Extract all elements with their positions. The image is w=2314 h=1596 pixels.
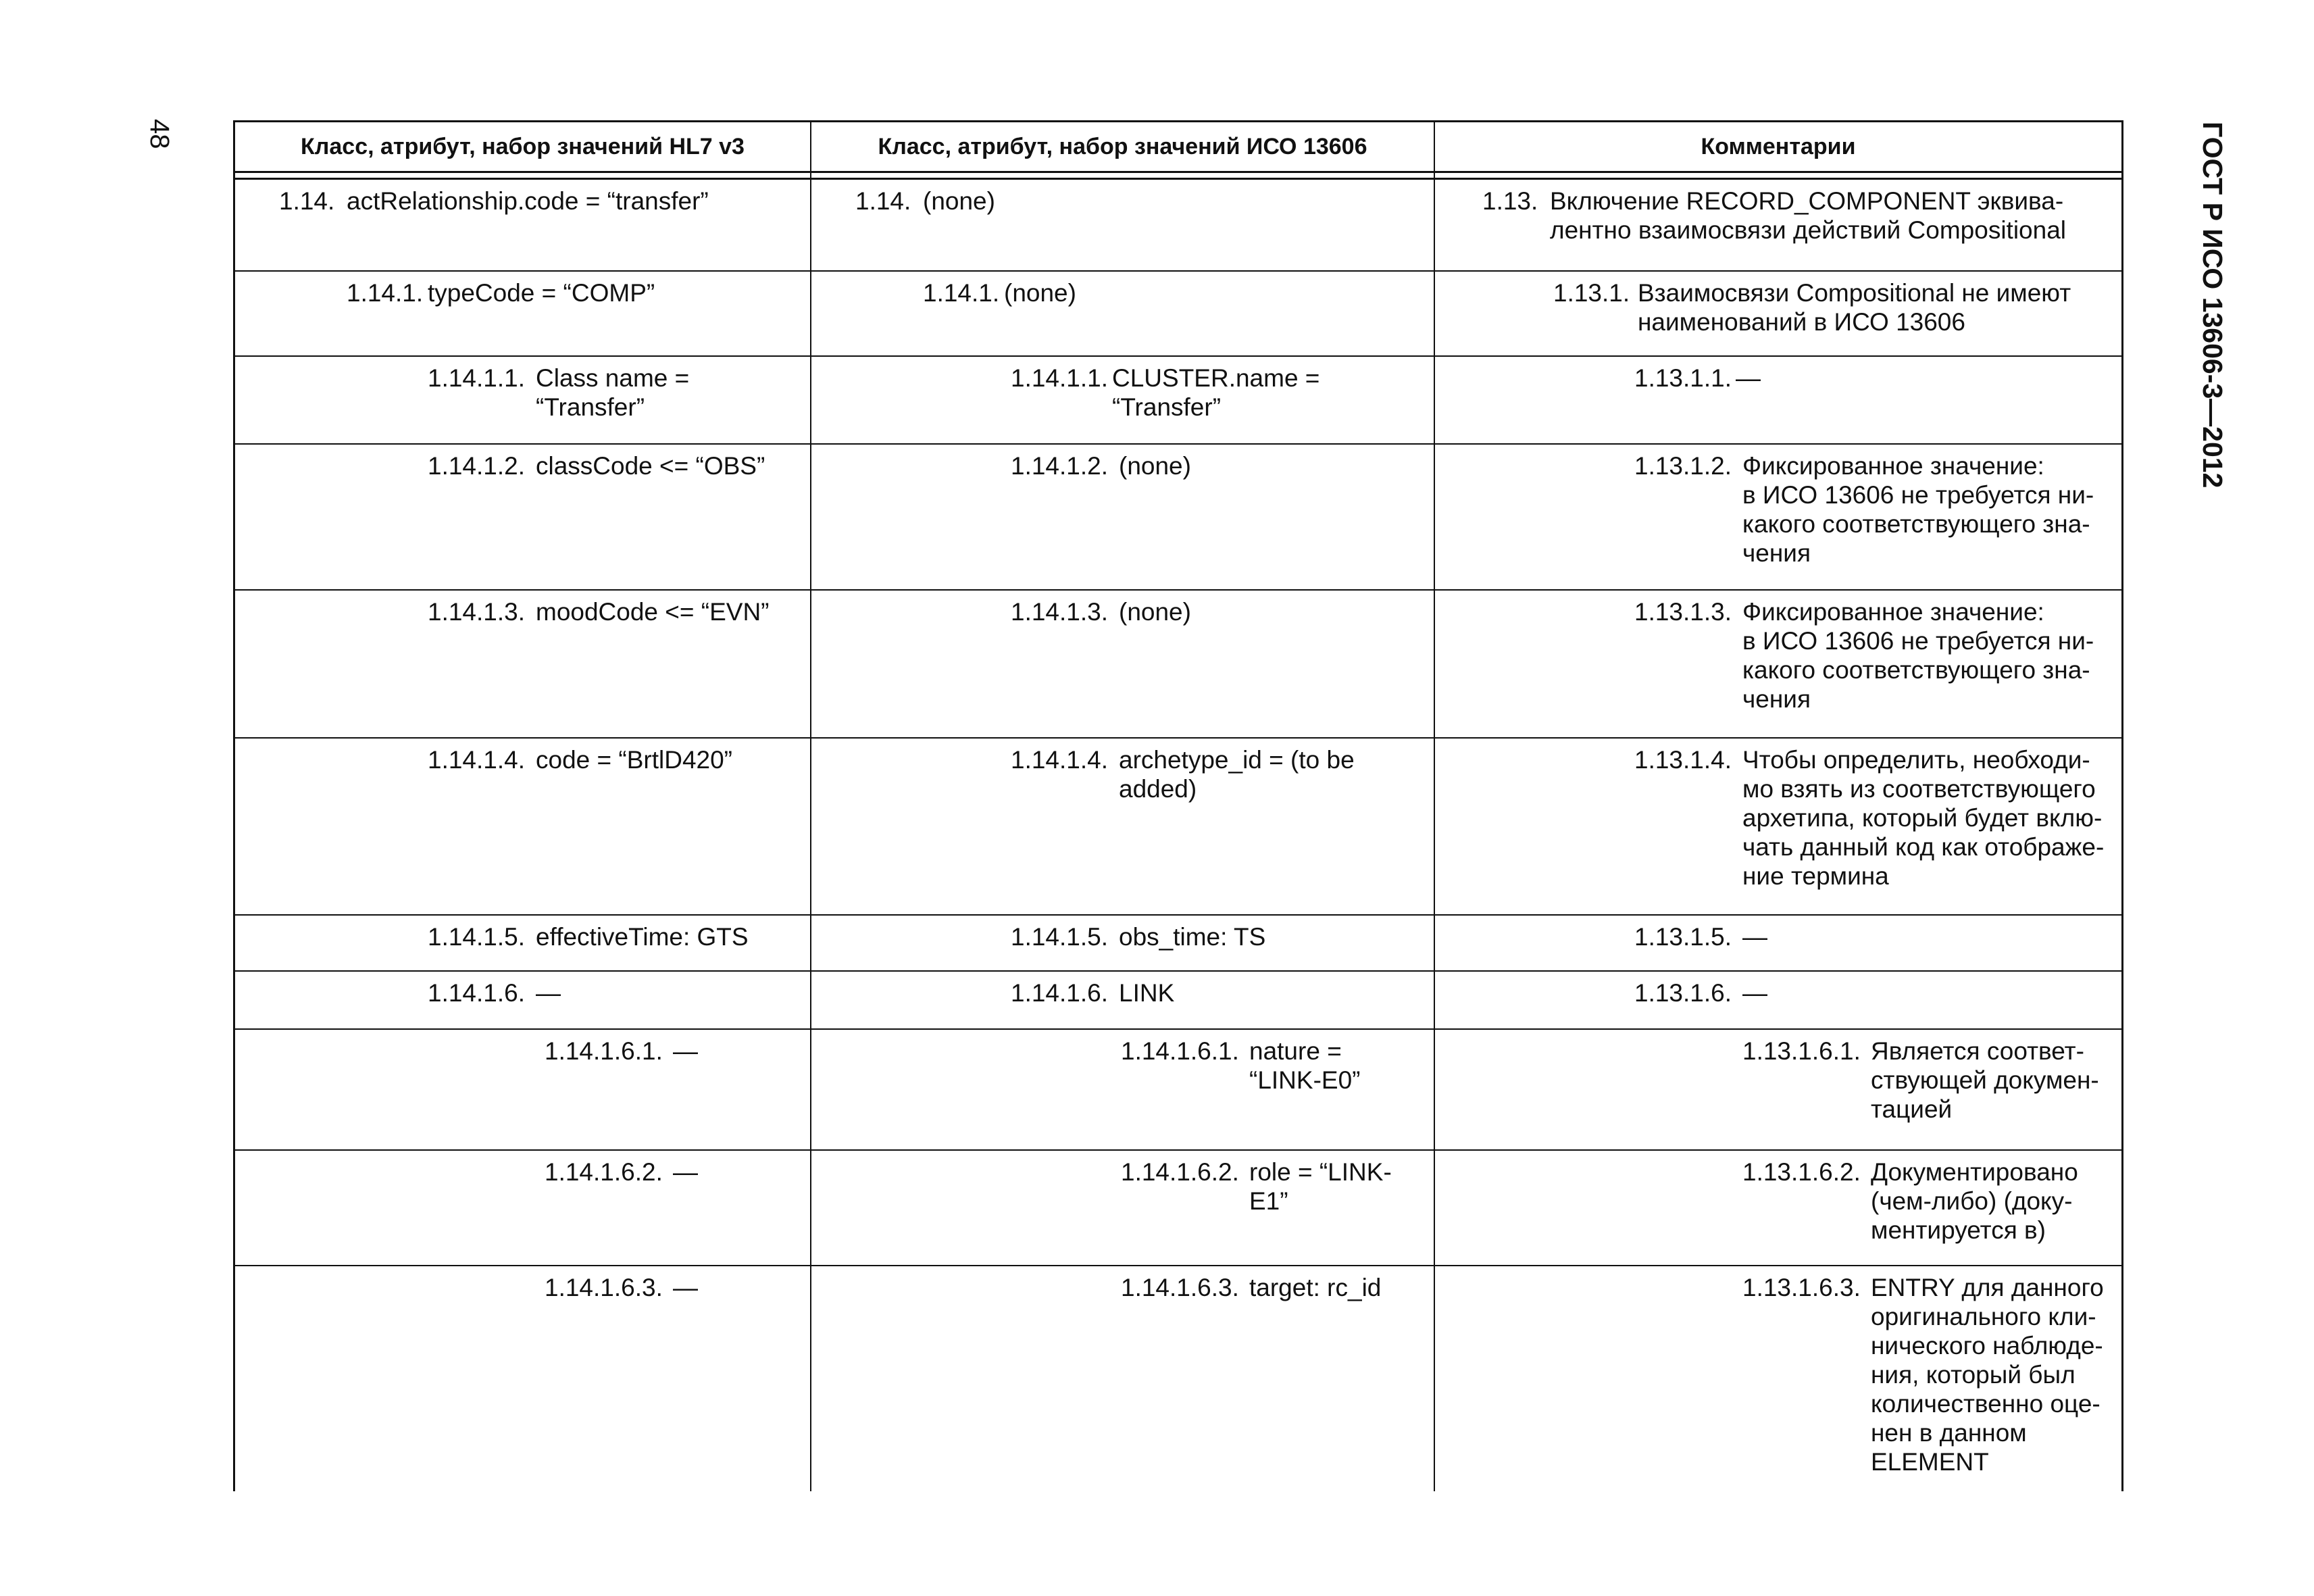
- table-cell-c3: [1435, 272, 2121, 355]
- table-cell-c1: [235, 272, 811, 355]
- clause-number: 1.13.: [1482, 187, 1538, 215]
- clause-text: (none): [923, 187, 995, 215]
- header-spacer: [233, 173, 2123, 180]
- table-cell-c2: [811, 272, 1435, 355]
- clause-entry: [1121, 1157, 1427, 1216]
- table-row: [233, 591, 2123, 739]
- table-cell-c2: [811, 357, 1435, 443]
- clause-number: 1.13.1.4.: [1634, 746, 1732, 774]
- header-comments: Комментарии: [1701, 133, 1856, 159]
- clause-number: 1.14.1.6.3.: [545, 1274, 663, 1301]
- clause-text: classCode <= “OBS”: [536, 452, 765, 480]
- table-cell-c2: [811, 972, 1435, 1028]
- clause-text: (none): [1119, 452, 1191, 480]
- clause-number: 1.14.: [855, 187, 911, 215]
- clause-text: nature = “LINK-E0”: [1249, 1037, 1361, 1094]
- clause-text: ENTRY для данного оригинального кли- нического наблюде- ния, который был количественно оце- нен в данном ELEMENT: [1871, 1274, 2104, 1476]
- table-row: [233, 1266, 2123, 1491]
- clause-text: target: rc_id: [1249, 1274, 1382, 1301]
- clause-entry: [1011, 364, 1427, 422]
- table-cell-c2: [811, 739, 1435, 914]
- table-cell-c2: [811, 445, 1435, 589]
- clause-entry: [855, 186, 1427, 216]
- table-cell-c2: [811, 591, 1435, 737]
- table-row: [233, 1030, 2123, 1151]
- clause-entry: [1634, 451, 2108, 568]
- clause-number: 1.13.1.2.: [1634, 452, 1732, 480]
- table-cell-c3: [1435, 1151, 2121, 1265]
- clause-entry: [1553, 278, 2108, 336]
- clause-number: 1.14.1.3.: [1011, 598, 1109, 626]
- document-side-title: ГОСТ Р ИСО 13606-3—2012: [2197, 122, 2228, 489]
- clause-entry: [1011, 451, 1427, 480]
- clause-text: (none): [1004, 279, 1076, 307]
- clause-text: archetype_id = (to be added): [1119, 746, 1355, 803]
- clause-number: 1.13.1.6.: [1634, 979, 1732, 1007]
- clause-text: —: [673, 1158, 698, 1186]
- clause-number: 1.14.1.6.1.: [545, 1037, 663, 1065]
- clause-number: 1.14.1.1.: [428, 364, 526, 392]
- table-cell-c3: [1435, 1266, 2121, 1491]
- table-cell-c2: [811, 1266, 1435, 1491]
- clause-text: typeCode = “COMP”: [428, 279, 655, 307]
- clause-number: 1.14.1.: [923, 279, 1000, 307]
- table-row: [233, 445, 2123, 591]
- clause-text: moodCode <= “EVN”: [536, 598, 770, 626]
- clause-number: 1.14.1.6.2.: [545, 1158, 663, 1186]
- clause-number: 1.14.1.1.: [1011, 364, 1109, 392]
- clause-text: Взаимосвязи Compositional не имеют наименований в ИСО 13606: [1638, 279, 2071, 336]
- table-row: [233, 180, 2123, 272]
- table-body: [233, 180, 2123, 1491]
- clause-text: role = “LINK-E1”: [1249, 1158, 1392, 1215]
- table-cell-c3: [1435, 445, 2121, 589]
- clause-number: 1.13.1.5.: [1634, 923, 1732, 951]
- table-cell-c2: [811, 1151, 1435, 1265]
- table-row: [233, 916, 2123, 972]
- clause-text: effectiveTime: GTS: [536, 923, 749, 951]
- clause-number: 1.14.1.2.: [1011, 452, 1109, 480]
- table-row: [233, 1151, 2123, 1266]
- clause-entry: [428, 978, 803, 1007]
- table-cell-c1: [235, 739, 811, 914]
- page-number: 48: [145, 119, 174, 149]
- clause-text: actRelationship.code = “transfer”: [347, 187, 709, 215]
- table-cell-c1: [235, 916, 811, 970]
- clause-number: 1.14.1.3.: [428, 598, 526, 626]
- clause-text: —: [1742, 923, 1767, 951]
- clause-number: 1.14.1.6.: [428, 979, 526, 1007]
- clause-entry: [1011, 597, 1427, 626]
- clause-number: 1.14.: [279, 187, 335, 215]
- clause-text: Фиксированное значение: в ИСО 13606 не требуется ни- какого соответствующего зна- чения: [1742, 452, 2094, 567]
- clause-number: 1.13.1.1.: [1634, 364, 1732, 392]
- clause-text: Является соответ- ствующей докумен- тацией: [1871, 1037, 2099, 1123]
- clause-entry: [1742, 1273, 2108, 1476]
- clause-entry: [347, 278, 803, 307]
- table-cell-c3: [1435, 591, 2121, 737]
- clause-entry: [545, 1273, 803, 1302]
- clause-entry: [428, 597, 803, 626]
- clause-number: 1.14.1.2.: [428, 452, 526, 480]
- table-row: [233, 272, 2123, 357]
- clause-entry: [923, 278, 1427, 307]
- table-cell-c2: [811, 916, 1435, 970]
- clause-entry: [1011, 978, 1427, 1007]
- clause-entry: [1011, 745, 1427, 803]
- clause-text: —: [673, 1037, 698, 1065]
- table-cell-c2: [811, 1030, 1435, 1149]
- table-row: [233, 357, 2123, 445]
- clause-number: 1.14.1.6.3.: [1121, 1274, 1239, 1301]
- clause-entry: [1011, 922, 1427, 951]
- clause-entry: [428, 745, 803, 774]
- clause-number: 1.14.1.6.: [1011, 979, 1109, 1007]
- table-cell-c3: [1435, 972, 2121, 1028]
- table-cell-c3: [1435, 357, 2121, 443]
- table-header-row: [233, 120, 2123, 173]
- clause-entry: [1742, 1037, 2108, 1124]
- table-row: [233, 739, 2123, 916]
- clause-text: Включение RECORD_COMPONENT эквива- лентно взаимосвязи действий Compositional: [1550, 187, 2066, 244]
- header-iso13606: Класс, атрибут, набор значений ИСО 13606: [811, 122, 1435, 171]
- clause-number: 1.13.1.: [1553, 279, 1630, 307]
- clause-text: CLUSTER.name = “Transfer”: [1112, 364, 1320, 421]
- clause-number: 1.14.1.5.: [428, 923, 526, 951]
- table-cell-c1: [235, 1030, 811, 1149]
- clause-text: —: [673, 1274, 698, 1301]
- clause-text: Чтобы определить, необходи- мо взять из соответствующего архетипа, который будет вклю- чать данный код как отображе- ние термина: [1742, 746, 2105, 890]
- mapping-table: [233, 120, 2123, 1491]
- clause-number: 1.13.1.6.3.: [1742, 1274, 1861, 1301]
- clause-number: 1.13.1.6.2.: [1742, 1158, 1861, 1186]
- clause-entry: [1482, 186, 2108, 245]
- clause-number: 1.14.1.: [347, 279, 424, 307]
- clause-text: —: [1736, 364, 1761, 392]
- clause-text: obs_time: TS: [1119, 923, 1266, 951]
- clause-entry: [545, 1157, 803, 1187]
- clause-entry: [1634, 745, 2108, 891]
- clause-entry: [1634, 364, 2108, 393]
- clause-number: 1.13.1.6.1.: [1742, 1037, 1861, 1065]
- clause-number: 1.14.1.4.: [428, 746, 526, 774]
- clause-number: 1.14.1.4.: [1011, 746, 1109, 774]
- clause-entry: [428, 364, 803, 422]
- table-cell-c3: [1435, 180, 2121, 270]
- clause-entry: [1634, 922, 2108, 951]
- clause-text: code = “BrtlD420”: [536, 746, 732, 774]
- clause-entry: [545, 1037, 803, 1066]
- clause-entry: [1634, 978, 2108, 1007]
- table-cell-c1: [235, 445, 811, 589]
- clause-entry: [279, 186, 803, 216]
- clause-entry: [428, 451, 803, 480]
- header-hl7: Класс, атрибут, набор значений HL7 v3: [235, 122, 811, 171]
- clause-entry: [1634, 597, 2108, 714]
- clause-text: —: [1742, 979, 1767, 1007]
- table-cell-c3: [1435, 739, 2121, 914]
- clause-entry: [1121, 1037, 1427, 1095]
- table-cell-c2: [811, 180, 1435, 270]
- clause-number: 1.14.1.6.1.: [1121, 1037, 1239, 1065]
- clause-number: 1.14.1.6.2.: [1121, 1158, 1239, 1186]
- clause-entry: [1742, 1157, 2108, 1245]
- table-cell-c1: [235, 591, 811, 737]
- clause-number: 1.14.1.5.: [1011, 923, 1109, 951]
- table-cell-c1: [235, 357, 811, 443]
- clause-text: (none): [1119, 598, 1191, 626]
- table-cell-c1: [235, 1266, 811, 1491]
- table-row: [233, 972, 2123, 1030]
- clause-text: Фиксированное значение: в ИСО 13606 не требуется ни- какого соответствующего зна- чения: [1742, 598, 2094, 713]
- clause-number: 1.13.1.3.: [1634, 598, 1732, 626]
- clause-entry: [428, 922, 803, 951]
- table-cell-c1: [235, 1151, 811, 1265]
- clause-text: —: [536, 979, 561, 1007]
- clause-text: LINK: [1119, 979, 1175, 1007]
- clause-text: Документировано (чем-либо) (доку- ментируется в): [1871, 1158, 2078, 1244]
- clause-entry: [1121, 1273, 1427, 1302]
- clause-text: Class name = “Transfer”: [536, 364, 690, 421]
- table-cell-c1: [235, 180, 811, 270]
- table-cell-c3: [1435, 916, 2121, 970]
- table-cell-c1: [235, 972, 811, 1028]
- table-cell-c3: [1435, 1030, 2121, 1149]
